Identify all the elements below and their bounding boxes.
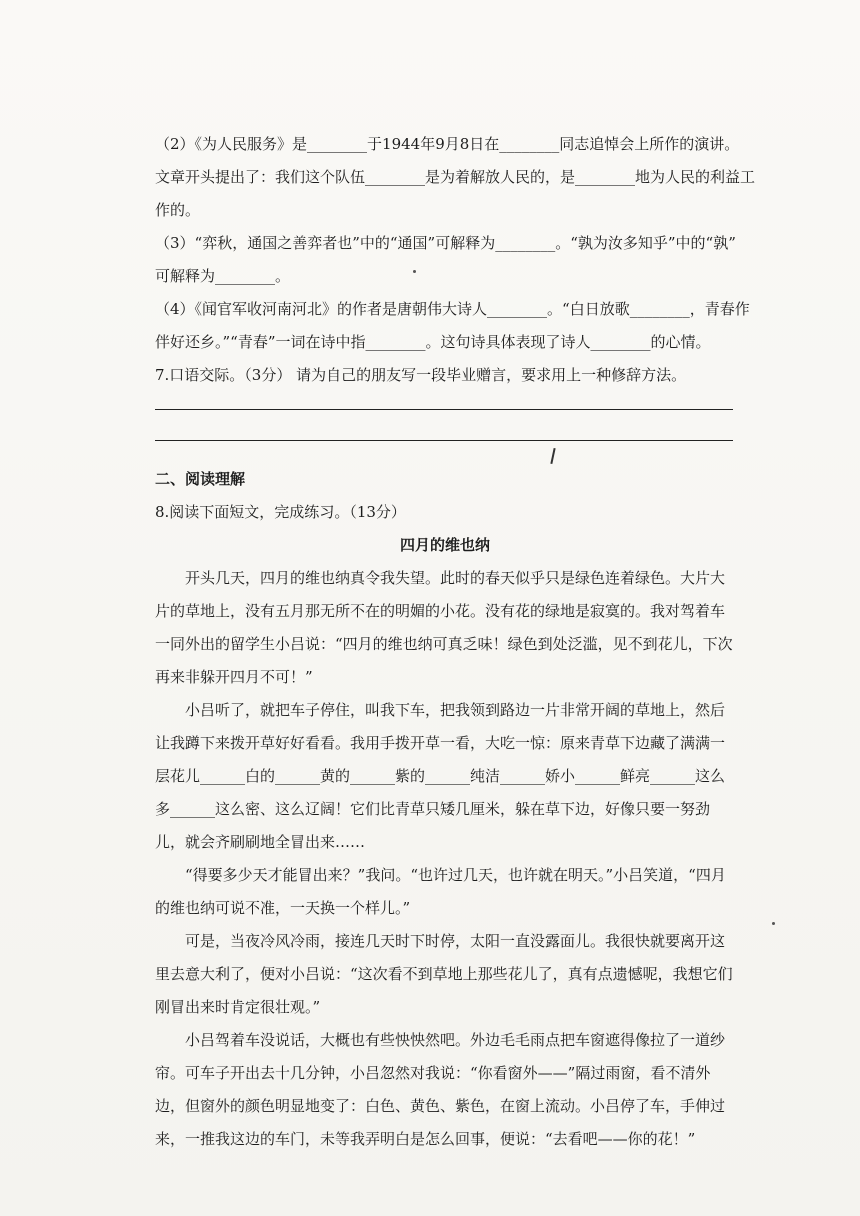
- q6-2-line3: 作的。: [155, 201, 201, 219]
- q6-4-line1: （4）《闻官军收河南河北》的作者是唐朝伟大诗人________。“白日放歌________，青春作: [155, 300, 750, 318]
- q6-4-line2: 伴好还乡。”“青春”一词在诗中指________。这句诗具体表现了诗人________的心情。: [155, 333, 711, 351]
- q6-3-line2: 可解释为________。: [155, 267, 291, 285]
- scan-speck: [413, 270, 416, 273]
- section-reading-title: 二、阅读理解: [155, 470, 246, 488]
- q6-2-line1: （2）《为人民服务》是________于1944年9月8日在________同志追悼会上所作的演讲。: [155, 135, 740, 153]
- story-title: 四月的维也纳: [399, 536, 490, 554]
- q6-3-line1: （3）“弈秋，通国之善弈者也”中的“通国”可解释为________。“孰为汝多知乎”中的“孰”: [155, 234, 736, 252]
- q7-prompt: 7.口语交际。（3分） 请为自己的朋友写一段毕业赠言，要求用上一种修辞方法。: [155, 366, 687, 384]
- q8-prompt: 8.阅读下面短文，完成练习。（13分）: [155, 503, 406, 521]
- answer-line-1[interactable]: [155, 409, 733, 410]
- story-paragraph-1: 开头几天，四月的维也纳真令我失望。此时的春天似乎只是绿色连着绿色。大片大片的草地上，没有五月那无所不在的明媚的小花。没有花的绿地是寂寞的。我对驾着车一同外出的留学生小吕说：“四月的维也纳可真乏味！绿色到处泛滥，见不到花儿，下次再来非躲开四月不可！”: [155, 569, 733, 686]
- story-paragraph-5: 小吕驾着车没说话，大概也有些怏怏然吧。外边毛毛雨点把车窗遮得像拉了一道纱帘。可车子开出去十几分钟，小吕忽然对我说：“你看窗外——”隔过雨窗，看不清外边，但窗外的颜色明显地变了：白色、黄色、紫色，在窗上流动。小吕停了车，手伸过来，一推我这边的车门，未等我弄明白是怎么回事，便说：“去看吧——你的花！”: [155, 1031, 726, 1148]
- story-body: [155, 562, 735, 1156]
- exam-content: [155, 128, 756, 1156]
- story-paragraph-2: 小吕听了，就把车子停住，叫我下车，把我领到路边一片非常开阔的草地上，然后让我蹲下来拨开草好好看看。我用手拨开草一看，大吃一惊：原来青草下边藏了满满一层花儿______白的______黄的______紫的______纯洁______娇小______鲜亮______这么多______这么密、这么辽阔！它们比青草只矮几厘米，躲在草下边，好像只要一努劲儿，就会齐刷刷地全冒出来……: [155, 701, 726, 851]
- story-paragraph-3: “得要多少天才能冒出来？”我问。“也许过几天，也许就在明天。”小吕笑道，“四月的维也纳可说不准，一天换一个样儿。”: [155, 866, 726, 917]
- story-paragraph-4: 可是，当夜冷风冷雨，接连几天时下时停，太阳一直没露面儿。我很快就要离开这里去意大利了，便对小吕说：“这次看不到草地上那些花儿了，真有点遗憾呢，我想它们刚冒出来时肯定很壮观。”: [155, 932, 733, 1016]
- q6-2-line2: 文章开头提出了：我们这个队伍________是为着解放人民的，是________地为人民的利益工: [155, 168, 756, 186]
- scan-speck: [772, 922, 775, 925]
- answer-line-2[interactable]: [155, 440, 733, 441]
